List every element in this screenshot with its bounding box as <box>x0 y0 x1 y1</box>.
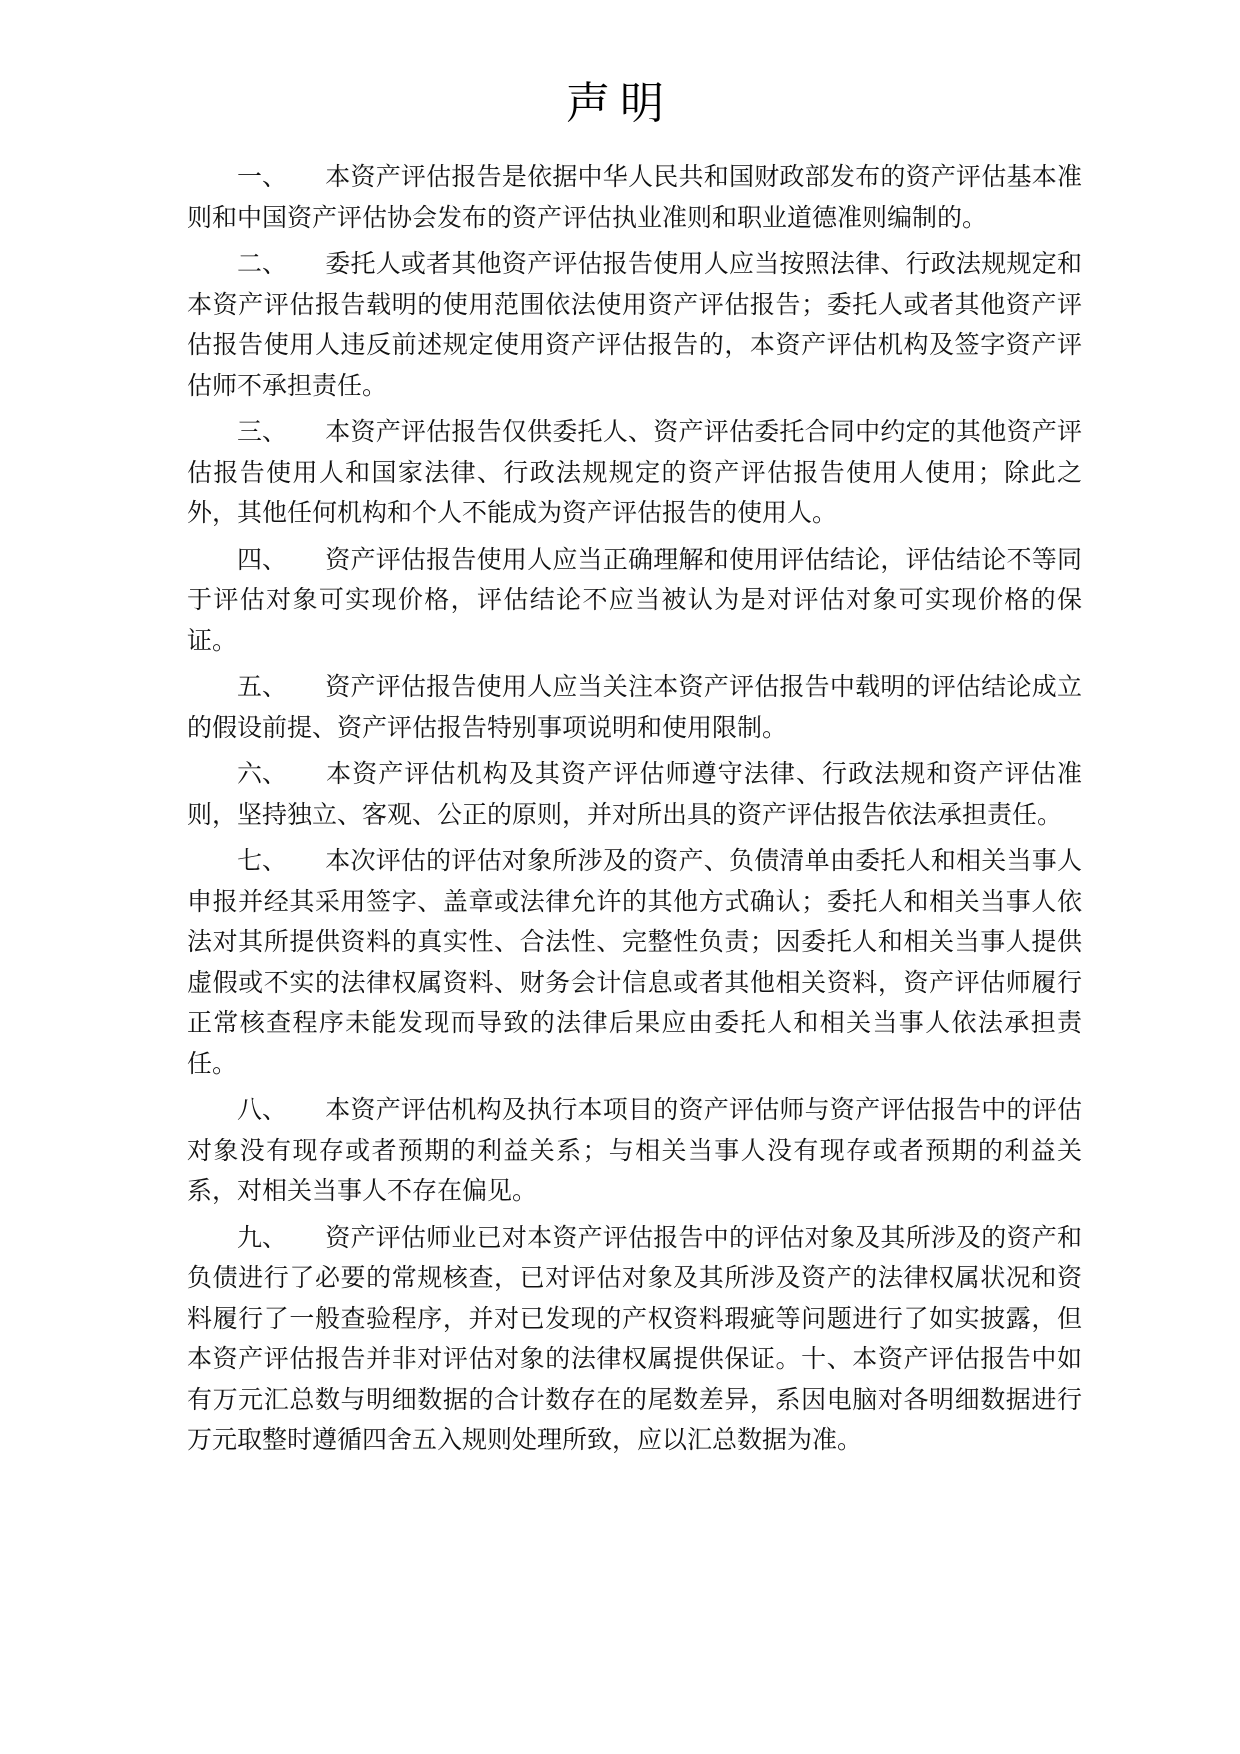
paragraph-number: 五、 <box>237 672 288 701</box>
declaration-paragraph-5 <box>187 667 1082 748</box>
paragraph-text: 资产评估报告使用人应当正确理解和使用评估结论，评估结论不等同于评估对象可实现价格，评估结论不应当被认为是对评估对象可实现价格的保证。 <box>187 544 1082 655</box>
declaration-paragraph-3 <box>187 412 1082 534</box>
page-title: 声明 <box>566 78 674 129</box>
paragraph-number: 七、 <box>237 846 288 875</box>
paragraph-text: 本资产评估机构及其资产评估师遵守法律、行政法规和资产评估准则，坚持独立、客观、公正的原则，并对所出具的资产评估报告依法承担责任。 <box>187 759 1082 829</box>
paragraph-number: 四、 <box>237 544 288 574</box>
paragraph-number: 六、 <box>237 759 288 788</box>
paragraph-number: 八、 <box>237 1095 288 1124</box>
paragraph-text: 本次评估的评估对象所涉及的资产、负债清单由委托人和相关当事人申报并经其采用签字、盖章或法律允许的其他方式确认；委托人和相关当事人依法对其所提供资料的真实性、合法性、完整性负责；因委托人和相关当事人提供虚假或不实的法律权属资料、财务会计信息或者其他相关资料，资产评估师履行正常核查程序未能发现而导致的法律后果应由委托人和相关当事人依法承担责任。 <box>187 846 1082 1078</box>
declaration-paragraph-8 <box>187 1090 1082 1212</box>
paragraph-number: 三、 <box>237 417 288 446</box>
paragraph-number: 二、 <box>237 249 288 278</box>
paragraph-number: 一、 <box>237 162 288 191</box>
declaration-paragraph-9 <box>187 1218 1082 1461</box>
paragraph-text: 资产评估报告使用人应当关注本资产评估报告中载明的评估结论成立的假设前提、资产评估报告特别事项说明和使用限制。 <box>187 672 1082 742</box>
declaration-paragraph-6 <box>187 754 1082 835</box>
declaration-paragraph-4 <box>187 540 1082 662</box>
declaration-paragraph-1 <box>187 157 1082 238</box>
paragraph-text: 本资产评估报告仅供委托人、资产评估委托合同中约定的其他资产评估报告使用人和国家法律、行政法规规定的资产评估报告使用人使用；除此之外，其他任何机构和个人不能成为资产评估报告的使用人。 <box>187 417 1082 527</box>
declaration-paragraph-7 <box>187 841 1082 1084</box>
declaration-paragraph-2 <box>187 244 1082 406</box>
paragraph-text: 委托人或者其他资产评估报告使用人应当按照法律、行政法规规定和本资产评估报告载明的使用范围依法使用资产评估报告；委托人或者其他资产评估报告使用人违反前述规定使用资产评估报告的，本资产评估机构及签字资产评估师不承担责任。 <box>187 249 1082 400</box>
paragraph-text: 本资产评估报告是依据中华人民共和国财政部发布的资产评估基本准则和中国资产评估协会发布的资产评估执业准则和职业道德准则编制的。 <box>187 162 1082 232</box>
paragraph-number: 九、 <box>237 1222 288 1252</box>
declaration-body <box>187 157 1082 1467</box>
paragraph-text: 本资产评估机构及执行本项目的资产评估师与资产评估报告中的评估对象没有现存或者预期的利益关系；与相关当事人没有现存或者预期的利益关系，对相关当事人不存在偏见。 <box>187 1095 1082 1205</box>
paragraph-text: 资产评估师业已对本资产评估报告中的评估对象及其所涉及的资产和负债进行了必要的常规核查，已对评估对象及其所涉及资产的法律权属状况和资料履行了一般查验程序，并对已发现的产权资料瑕疵等问题进行了如实披露，但本资产评估报告并非对评估对象的法律权属提供保证。十、本资产评估报告中如有万元汇总数与明细数据的合计数存在的尾数差异，系因电脑对各明细数据进行万元取整时遵循四舍五入规则处理所致，应以汇总数据为准。 <box>187 1222 1082 1454</box>
